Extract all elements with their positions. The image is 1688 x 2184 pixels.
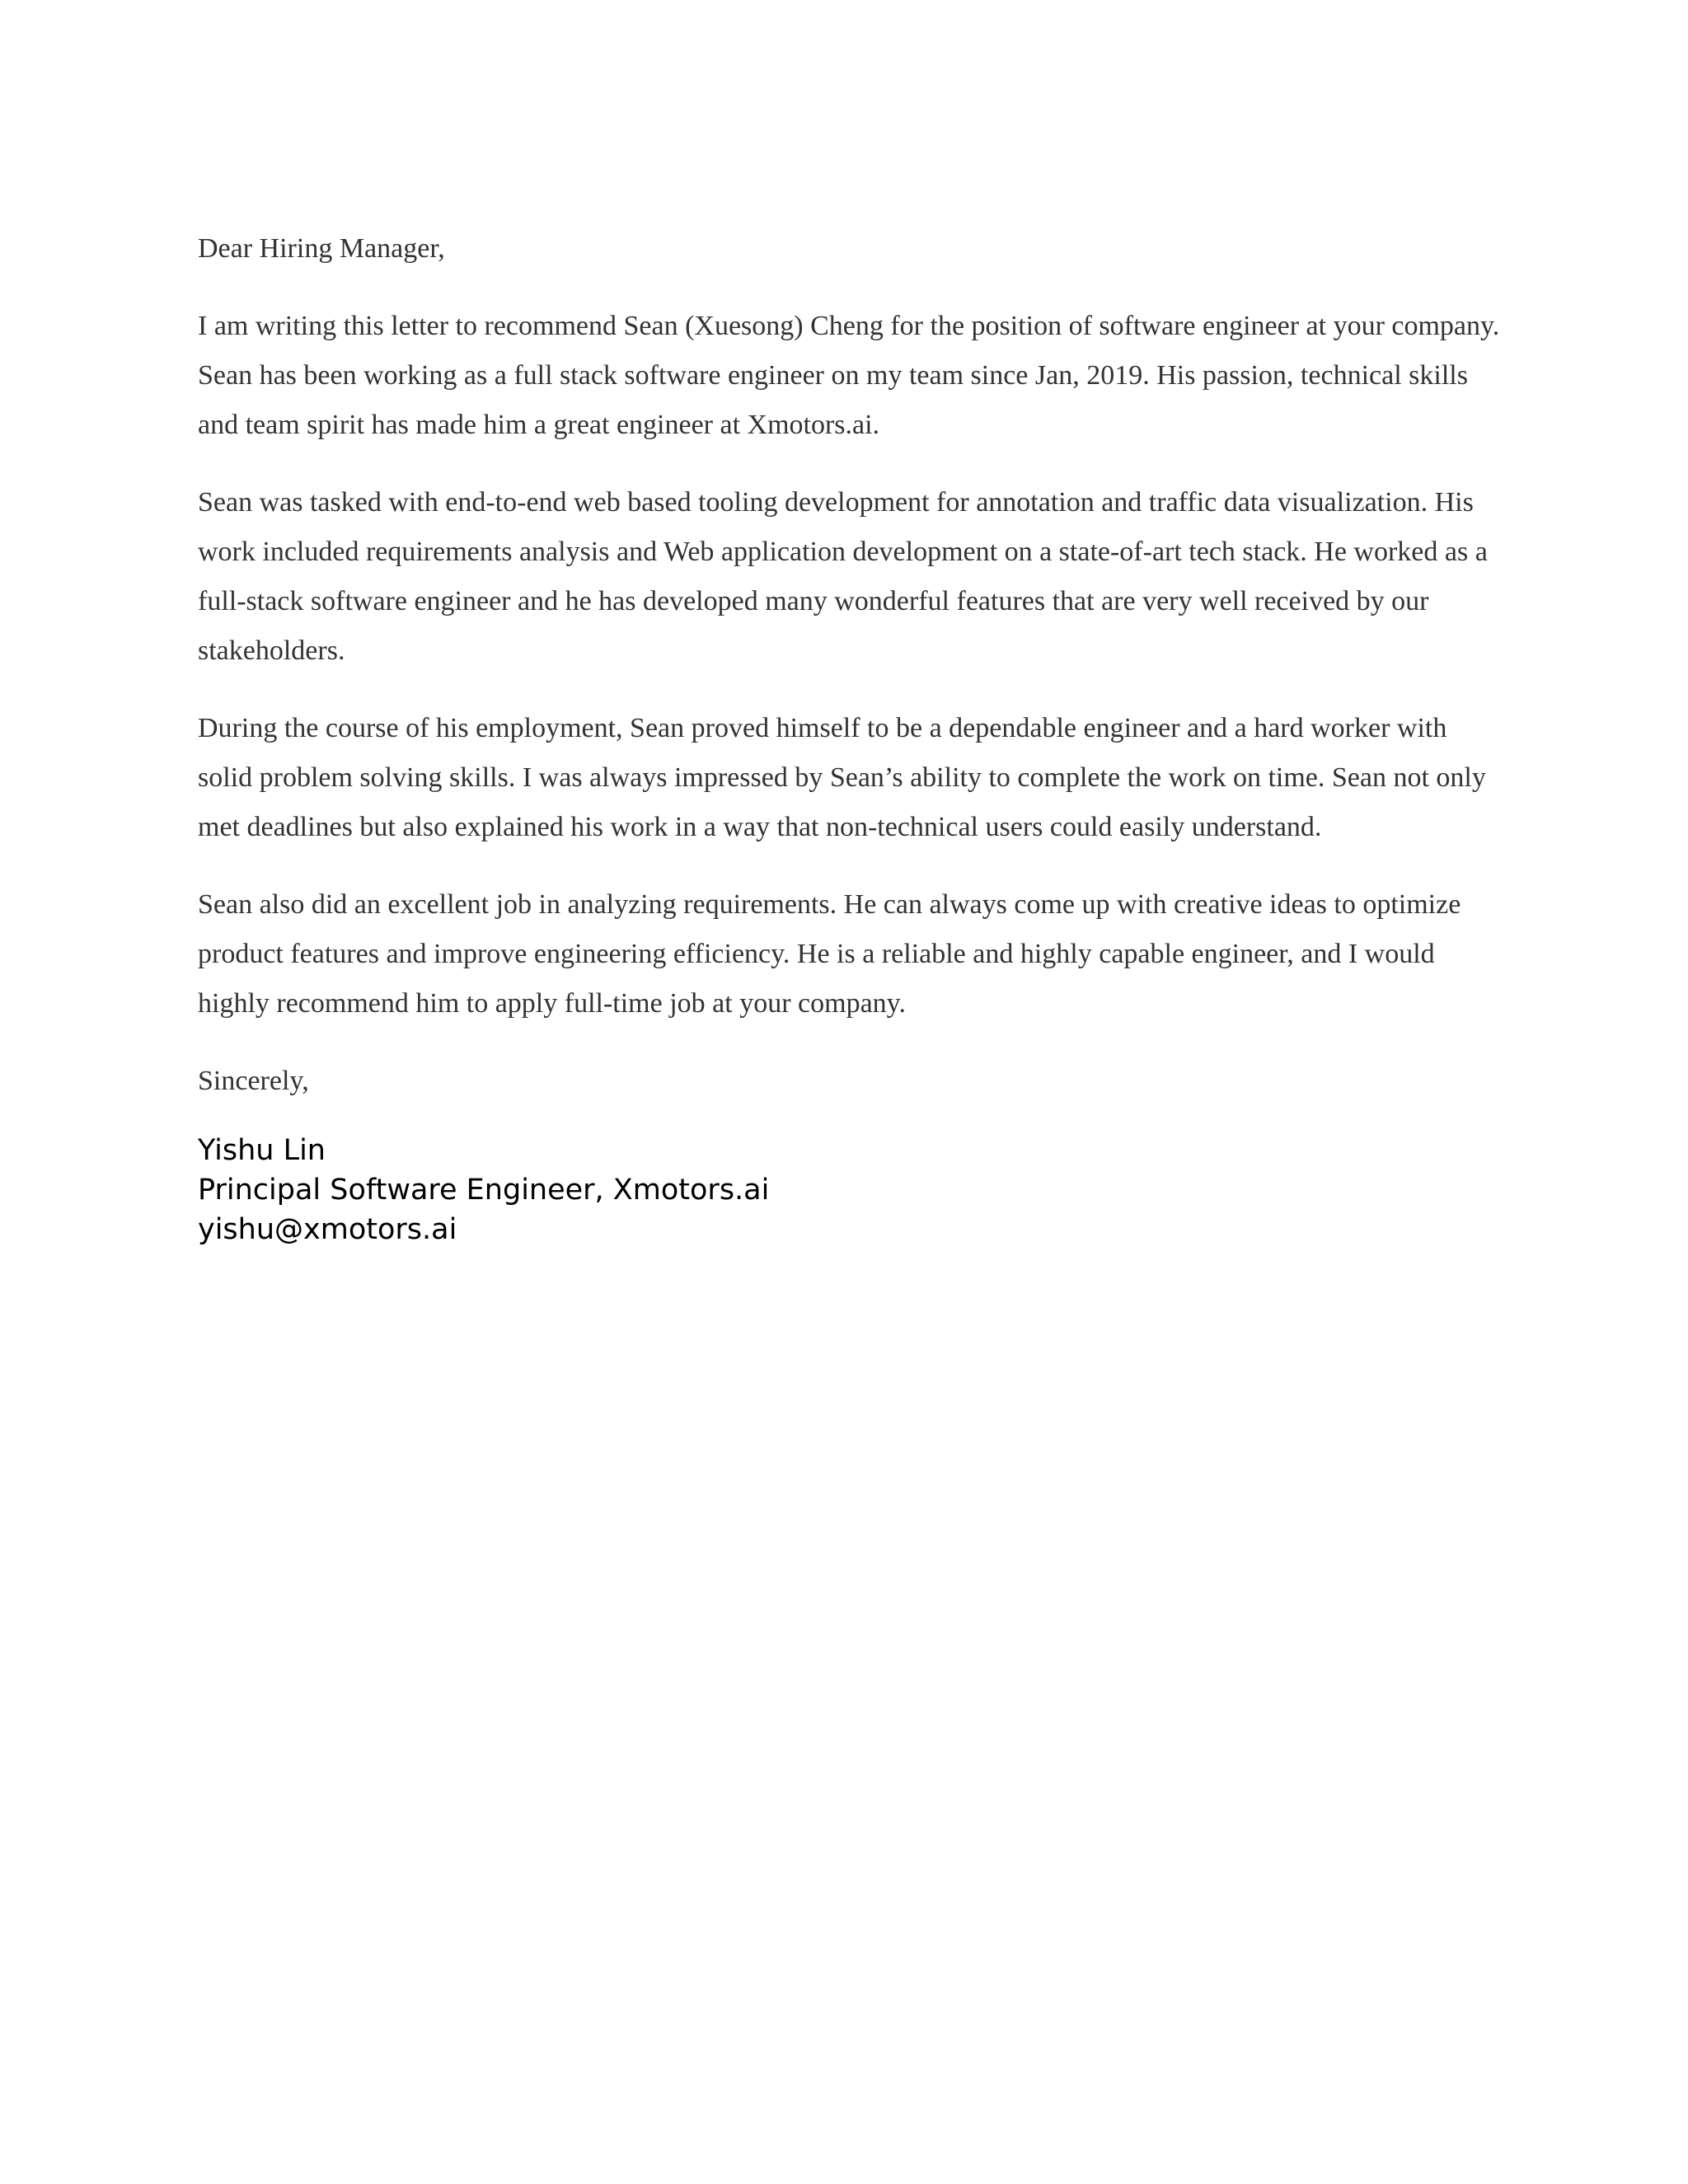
- paragraph-recommendation: Sean also did an excellent job in analyzing requirements. He can always come up with creative ideas to optimize product features and improve engineering efficiency. He is a reliable and highly capable engineer, and I would highly recommend him to apply full-time job at your company.: [198, 889, 1461, 1019]
- signer-email: yishu@xmotors.ai: [198, 1213, 457, 1246]
- paragraph-responsibilities: Sean was tasked with end-to-end web based tooling development for annotation and traffic data visualization. His work included requirements analysis and Web application development on a state-of-art tech stack. He worked as a full-stack software engineer and he has developed many wonderful features that are very well received by our stakeholders.: [198, 487, 1488, 666]
- signer-name: Yishu Lin: [198, 1134, 326, 1167]
- recommendation-letter: [198, 224, 1500, 1249]
- closing: Sincerely,: [198, 1066, 309, 1096]
- signature-block: [198, 1131, 1500, 1249]
- paragraph-performance: During the course of his employment, Sean proved himself to be a dependable engineer and a hard worker with solid problem solving skills. I was always impressed by Sean’s ability to complete the work on time. Sean not only met deadlines but also explained his work in a way that non-technical users could easily understand.: [198, 713, 1486, 842]
- signer-title: Principal Software Engineer, Xmotors.ai: [198, 1174, 770, 1207]
- salutation: Dear Hiring Manager,: [198, 233, 445, 264]
- paragraph-introduction: I am writing this letter to recommend Sean (Xuesong) Cheng for the position of software engineer at your company. Sean has been working as a full stack software engineer on my team since Jan, 2019. His passion, technical skills and team spirit has made him a great engineer at Xmotors.ai.: [198, 311, 1500, 440]
